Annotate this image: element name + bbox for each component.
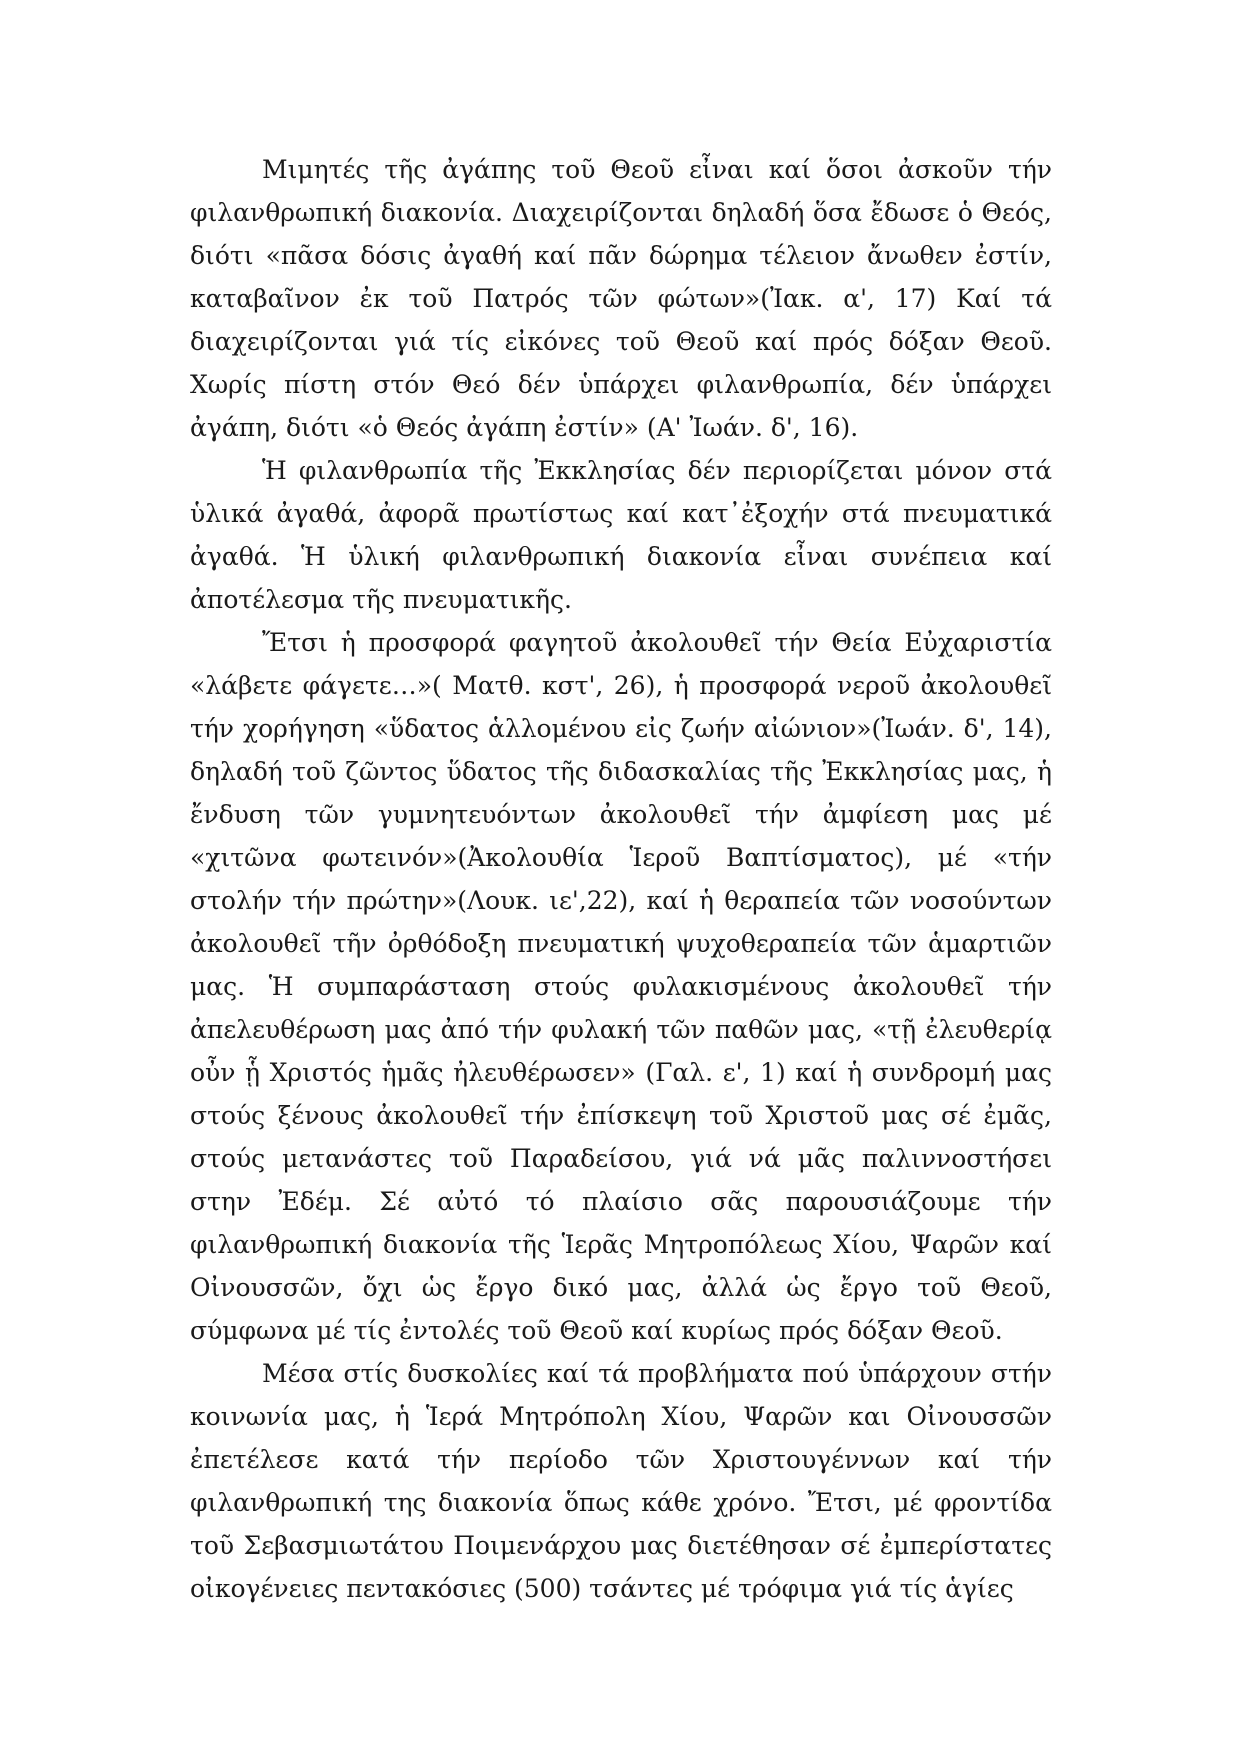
paragraph-2: Ἡ φιλανθρωπία τῆς Ἐκκλησίας δέν περιορίζεται μόνον στά ὑλικά ἀγαθά, ἀφορᾶ πρωτίστως καί κατ᾽ἐξοχήν στά πνευματικά ἀγαθά. Ἡ ὑλική φιλανθρωπική διακονία εἶναι συνέπεια καί ἀποτέλεσμα τῆς πνευματικῆς.: [190, 456, 1052, 614]
paragraph-1: Μιμητές τῆς ἀγάπης τοῦ Θεοῦ εἶναι καί ὅσοι ἀσκοῦν τήν φιλανθρωπική διακονία. Διαχειρίζονται δηλαδή ὅσα ἔδωσε ὁ Θεός, διότι «πᾶσα δόσις ἀγαθή καί πᾶν δώρημα τέλειον ἄνωθεν ἐστίν, καταβαῖνον ἐκ τοῦ Πατρός τῶν φώτων»(Ἰακ. α', 17) Καί τά διαχειρίζονται γιά τίς εἰκόνες τοῦ Θεοῦ καί πρός δόξαν Θεοῦ. Χωρίς πίστη στόν Θεό δέν ὑπάρχει φιλανθρωπία, δέν ὑπάρχει ἀγάπη, διότι «ὁ Θεός ἀγάπη ἐστίν» (Α' Ἰωάν. δ', 16).: [190, 155, 1052, 442]
paragraph-3: Ἔτσι ἡ προσφορά φαγητοῦ ἀκολουθεῖ τήν Θεία Εὐχαριστία «λάβετε φάγετε…»( Ματθ. κστ', 26), ἡ προσφορά νεροῦ ἀκολουθεῖ τήν χορήγηση «ὕδατος ἁλλομένου εἰς ζωήν αἰώνιον»(Ἰωάν. δ', 14), δηλαδή τοῦ ζῶντος ὕδατος τῆς διδασκαλίας τῆς Ἐκκλησίας μας, ἡ ἔνδυση τῶν γυμνητευόντων ἀκολουθεῖ τήν ἀμφίεση μας μέ «χιτῶνα φωτεινόν»(Ἀκολουθία Ἱεροῦ Βαπτίσματος), μέ «τήν στολήν τήν πρώτην»(Λουκ. ιε',22), καί ἡ θεραπεία τῶν νοσούντων ἀκολουθεῖ τῆν ὀρθόδοξη πνευματική ψυχοθεραπεία τῶν ἁμαρτιῶν μας. Ἡ συμπαράσταση στούς φυλακισμένους ἀκολουθεῖ τήν ἀπελευθέρωση μας ἀπό τήν φυλακή τῶν παθῶν μας, «τῇ ἐλευθερίᾳ οὖν ᾗ Χριστός ἡμᾶς ἠλευθέρωσεν» (Γαλ. ε', 1) καί ἡ συνδρομή μας στούς ξένους ἀκολουθεῖ τήν ἐπίσκεψη τοῦ Χριστοῦ μας σέ ἐμᾶς, στούς μετανάστες τοῦ Παραδείσου, γιά νά μᾶς παλιννοστήσει στην Ἐδέμ. Σέ αὐτό τό πλαίσιο σᾶς παρουσιάζουμε τήν φιλανθρωπική διακονία τῆς Ἱερᾶς Μητροπόλεως Χίου, Ψαρῶν καί Οἰνουσσῶν, ὄχι ὡς ἔργο δικό μας, ἀλλά ὡς ἔργο τοῦ Θεοῦ, σύμφωνα μέ τίς ἐντολές τοῦ Θεοῦ καί κυρίως πρός δόξαν Θεοῦ.: [190, 628, 1052, 1345]
paragraph-4: Μέσα στίς δυσκολίες καί τά προβλήματα πού ὑπάρχουν στήν κοινωνία μας, ἡ Ἱερά Μητρόπολη Χίου, Ψαρῶν και Οἰνουσσῶν ἐπετέλεσε κατά τήν περίοδο τῶν Χριστουγέννων καί τήν φιλανθρωπική της διακονία ὅπως κάθε χρόνο. Ἔτσι, μέ φροντίδα τοῦ Σεβασμιωτάτου Ποιμενάρχου μας διετέθησαν σέ ἐμπερίστατες οἰκογένειες πεντακόσιες (500) τσάντες μέ τρόφιμα γιά τίς ἁγίες: [190, 1359, 1052, 1603]
document-page: [190, 148, 1052, 1610]
